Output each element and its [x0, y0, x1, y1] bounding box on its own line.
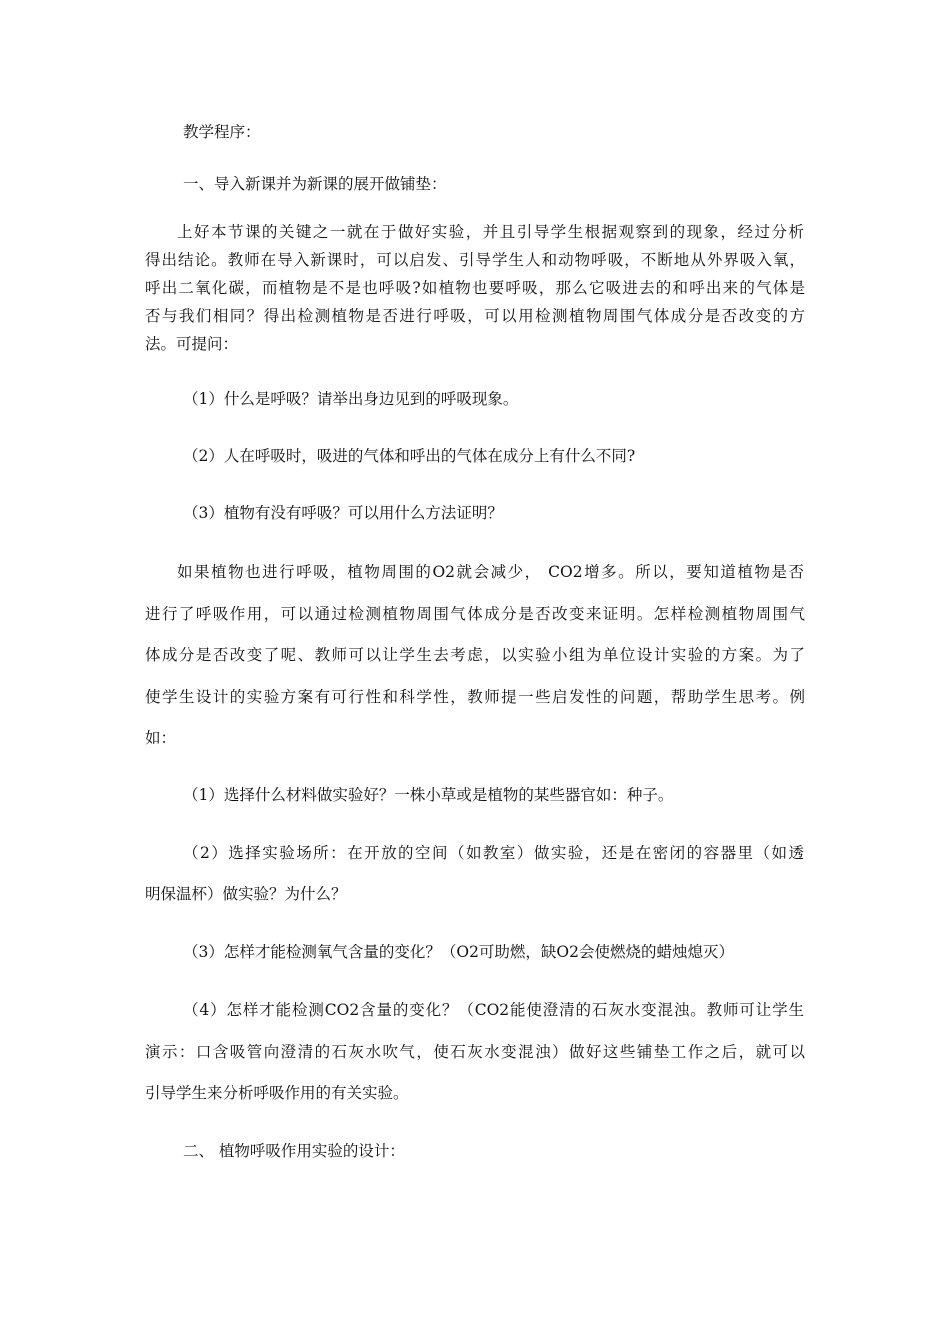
section-1-title: 一、导入新课并为新课的展开做铺垫：: [183, 175, 447, 193]
hint-4-line: （4）怎样才能检测CO2含量的变化？（CO2能使澄清的石灰水变混浊。教师可让学生: [183, 1001, 804, 1019]
intro-line: 呼出二氧化碳，而植物是不是也呼吸?如植物也要呼吸，那么它吸进去的和呼出来的气体是: [145, 279, 805, 297]
heading: 教学程序：: [183, 123, 261, 141]
hint-4-line: 引导学生来分析呼吸作用的有关实验。: [145, 1084, 409, 1102]
intro-line: 得出结论。教师在导入新课时，可以启发、引导学生人和动物呼吸，不断地从外界吸入氧，: [145, 251, 805, 269]
paragraph-2-line: 如果植物也进行呼吸，植物周围的O2就会减少， CO2增多。所以，要知道植物是否: [177, 563, 804, 581]
section-2-title: 二、 植物呼吸作用实验的设计：: [183, 1142, 405, 1160]
hint-3: （3）怎样才能检测氧气含量的变化？（O2可助燃，缺O2会使燃烧的蜡烛熄灭）: [183, 943, 735, 961]
question-2: （2）人在呼吸时，吸进的气体和呼出的气体在成分上有什么不同?: [183, 447, 636, 465]
paragraph-2-line: 使学生设计的实验方案有可行性和科学性，教师提一些启发性的问题，帮助学生思考。例: [145, 688, 805, 706]
hint-1: （1）选择什么材料做实验好？一株小草或是植物的某些器官如：种子。: [183, 786, 674, 804]
hint-2-line: 明保温杯）做实验？为什么？: [145, 885, 347, 903]
question-3: （3）植物有没有呼吸？可以用什么方法证明？: [183, 504, 503, 522]
intro-line: 否与我们相同？得出检测植物是否进行呼吸，可以用检测植物周围气体成分是否改变的方: [145, 307, 805, 325]
intro-line: 法。可提问：: [145, 335, 239, 353]
question-1: （1）什么是呼吸？请举出身边见到的呼吸现象。: [183, 390, 519, 408]
hint-4-line: 演示：口含吸管向澄清的石灰水吹气，使石灰水变混浊）做好这些铺垫工作之后，就可以: [145, 1043, 805, 1061]
paragraph-2-line: 体成分是否改变了呢、教师可以让学生去考虑，以实验小组为单位设计实验的方案。为了: [145, 646, 805, 664]
paragraph-2-line: 进行了呼吸作用，可以通过检测植物周围气体成分是否改变来证明。怎样检测植物周围气: [145, 605, 805, 623]
intro-line: 上好本节课的关键之一就在于做好实验，并且引导学生根据观察到的现象，经过分析: [177, 223, 804, 241]
hint-2-line: （2）选择实验场所：在开放的空间（如教室）做实验，还是在密闭的容器里（如透: [183, 844, 804, 862]
paragraph-2-line: 如：: [145, 729, 177, 747]
